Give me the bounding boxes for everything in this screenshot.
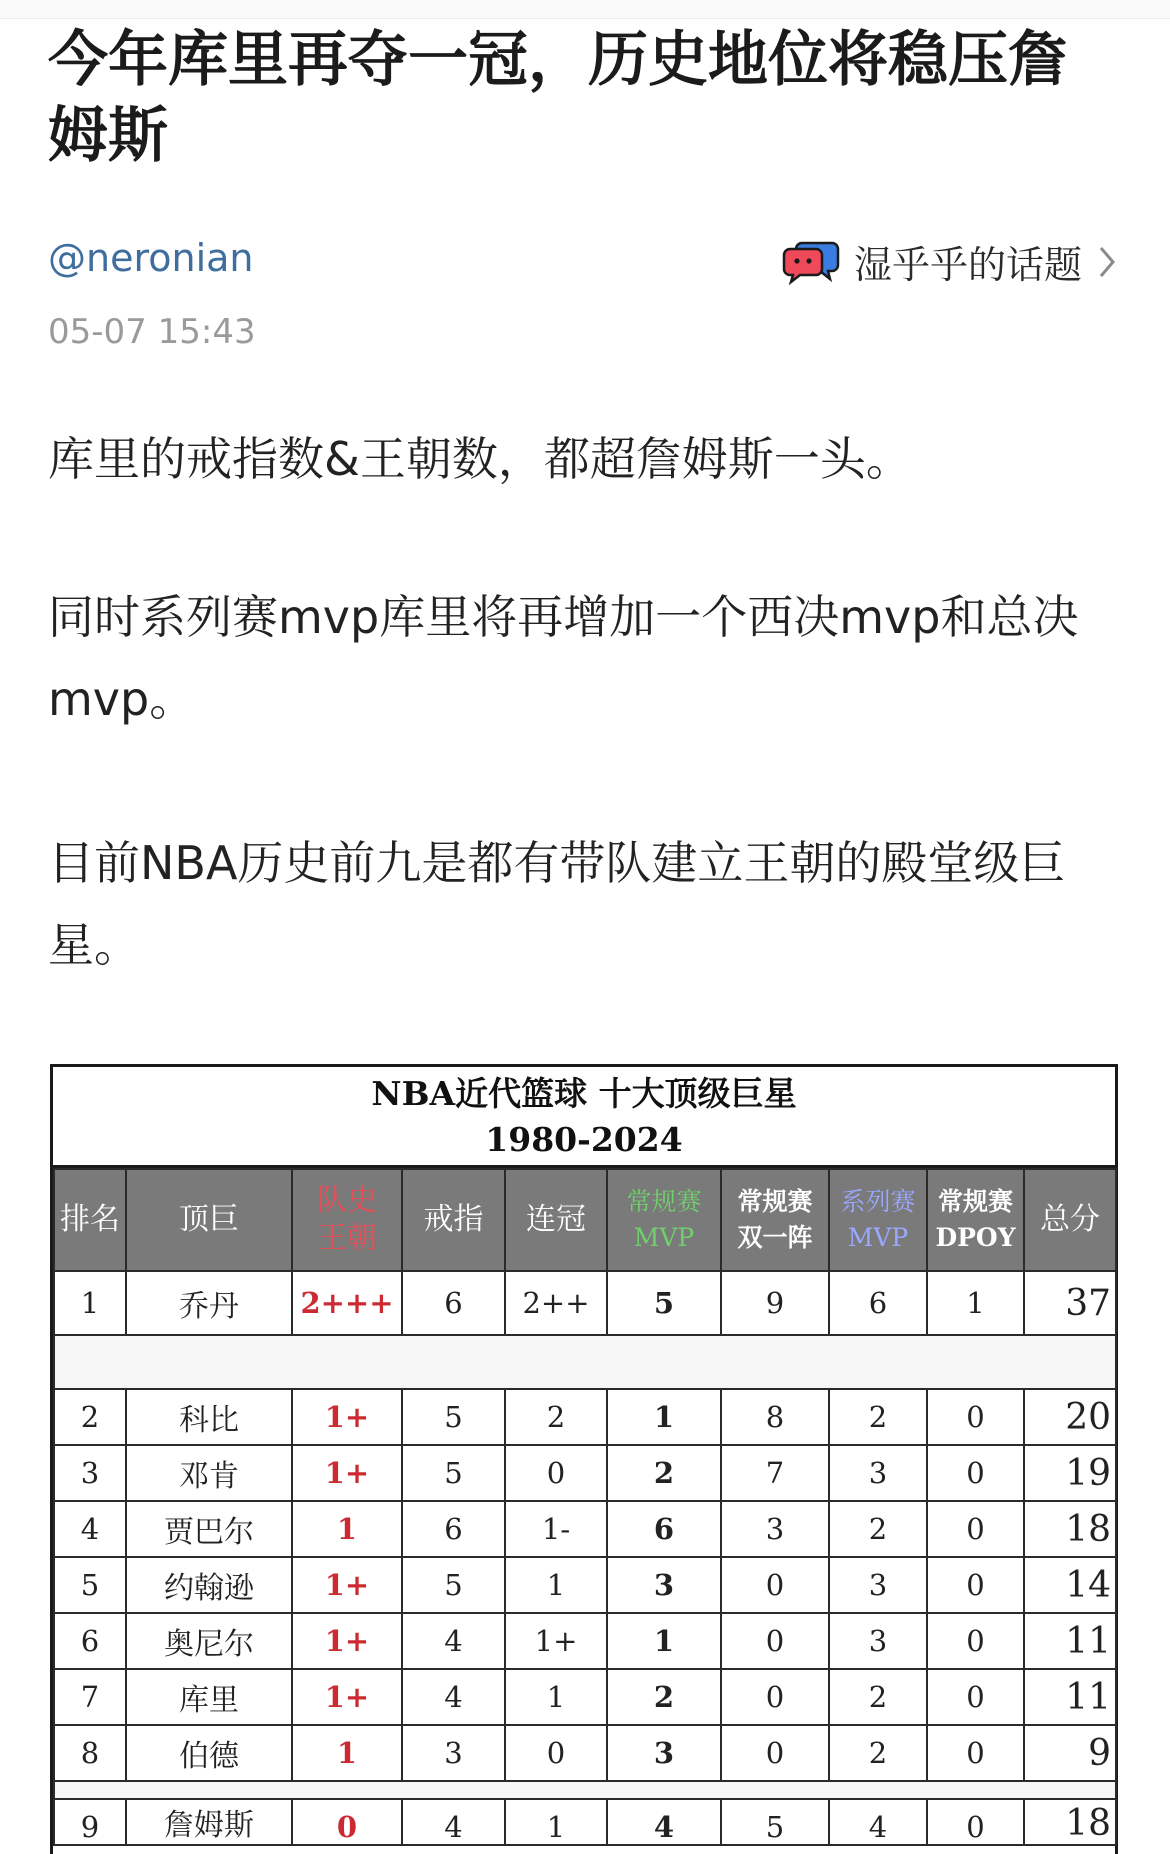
cell-dynasty: 1+	[292, 1669, 402, 1725]
cell-series-mvp: 2	[829, 1725, 927, 1781]
table-body	[54, 1271, 1116, 1845]
paragraph-2: 同时系列赛mvp库里将再增加一个西决mvp和总决mvp。	[48, 590, 1079, 726]
cell-first-team: 8	[721, 1389, 829, 1445]
cell-reg-mvp: 4	[607, 1799, 721, 1845]
cell-name: 乔丹	[126, 1271, 292, 1335]
cell-reg-mvp: 1	[607, 1613, 721, 1669]
cell-dynasty: 1	[292, 1725, 402, 1781]
cell-series-mvp: 3	[829, 1613, 927, 1669]
col-dpoy-l1: 常规赛	[937, 1187, 1013, 1216]
topic-link[interactable]	[782, 234, 1118, 289]
table-row	[54, 1799, 1116, 1845]
paragraph-1: 库里的戒指数&王朝数，都超詹姆斯一头。	[48, 432, 912, 486]
col-dpoy	[927, 1169, 1024, 1271]
cell-repeat: 0	[505, 1725, 607, 1781]
cell-repeat: 2	[505, 1389, 607, 1445]
cell-name: 科比	[126, 1389, 292, 1445]
cell-dpoy: 0	[927, 1613, 1024, 1669]
cell-rings: 5	[402, 1389, 505, 1445]
cell-name: 奥尼尔	[126, 1613, 292, 1669]
cell-rings: 6	[402, 1271, 505, 1335]
cell-reg-mvp: 5	[607, 1271, 721, 1335]
cell-repeat: 1-	[505, 1501, 607, 1557]
col-first-team	[721, 1169, 829, 1271]
cell-rank: 2	[54, 1389, 126, 1445]
cell-first-team: 0	[721, 1725, 829, 1781]
cell-total: 11	[1024, 1613, 1116, 1669]
ranking-table	[53, 1168, 1117, 1846]
cell-reg-mvp: 1	[607, 1389, 721, 1445]
cell-rank: 7	[54, 1669, 126, 1725]
chevron-right-icon	[1096, 244, 1118, 280]
cell-total: 18	[1024, 1501, 1116, 1557]
cell-series-mvp: 6	[829, 1271, 927, 1335]
table-row	[54, 1725, 1116, 1781]
table-header-row	[54, 1169, 1116, 1271]
cell-name: 詹姆斯	[126, 1799, 292, 1845]
table-title-line1: NBA近代篮球 十大顶级巨星	[371, 1074, 797, 1113]
table-row	[54, 1389, 1116, 1445]
cell-rank: 5	[54, 1557, 126, 1613]
cell-series-mvp: 4	[829, 1799, 927, 1845]
topic-label: 湿乎乎的话题	[853, 243, 1082, 287]
table-title	[53, 1067, 1115, 1168]
cell-repeat: 1+	[505, 1613, 607, 1669]
col-dynasty-l2: 王朝	[317, 1221, 377, 1256]
cell-series-mvp: 2	[829, 1389, 927, 1445]
cell-repeat: 1	[505, 1799, 607, 1845]
cell-dynasty: 1+	[292, 1557, 402, 1613]
table-title-line2: 1980-2024	[485, 1120, 683, 1159]
cell-first-team: 3	[721, 1501, 829, 1557]
cell-series-mvp: 2	[829, 1669, 927, 1725]
cell-dpoy: 0	[927, 1725, 1024, 1781]
cell-series-mvp: 3	[829, 1445, 927, 1501]
col-series-mvp-l1: 系列赛	[840, 1187, 916, 1216]
status-strip	[0, 0, 1170, 19]
col-series-mvp-l2: MVP	[847, 1223, 909, 1252]
cell-series-mvp: 2	[829, 1501, 927, 1557]
col-reg-mvp	[607, 1169, 721, 1271]
cell-dpoy: 0	[927, 1389, 1024, 1445]
cell-first-team: 0	[721, 1613, 829, 1669]
col-reg-mvp-l1: 常规赛	[626, 1187, 702, 1216]
cell-dynasty: 2+++	[292, 1271, 402, 1335]
col-first-team-l1: 常规赛	[737, 1187, 813, 1216]
cell-name: 库里	[126, 1669, 292, 1725]
post-title: 今年库里再夺一冠，历史地位将稳压詹姆斯	[48, 25, 1068, 171]
cell-dynasty: 1+	[292, 1389, 402, 1445]
cell-dpoy: 0	[927, 1799, 1024, 1845]
cell-rings: 4	[402, 1669, 505, 1725]
cell-total: 37	[1024, 1271, 1116, 1335]
cell-repeat: 0	[505, 1445, 607, 1501]
cell-rank: 9	[54, 1799, 126, 1845]
table-row	[54, 1445, 1116, 1501]
cell-rings: 4	[402, 1613, 505, 1669]
cell-series-mvp: 3	[829, 1557, 927, 1613]
table-row	[54, 1669, 1116, 1725]
col-dpoy-l2: DPOY	[935, 1223, 1016, 1252]
cell-first-team: 0	[721, 1669, 829, 1725]
cell-name: 伯德	[126, 1725, 292, 1781]
col-rank: 排名	[54, 1169, 126, 1271]
col-first-team-l2: 双一阵	[737, 1223, 813, 1252]
author-link[interactable]: @neronian	[48, 236, 254, 280]
table-row	[54, 1613, 1116, 1669]
cell-repeat: 1	[505, 1557, 607, 1613]
spacer-cell	[54, 1335, 1116, 1389]
cell-total: 14	[1024, 1557, 1116, 1613]
table-row	[54, 1557, 1116, 1613]
cell-name: 约翰逊	[126, 1557, 292, 1613]
col-total: 总分	[1024, 1169, 1116, 1271]
cell-total: 20	[1024, 1389, 1116, 1445]
table-row	[54, 1501, 1116, 1557]
col-dynasty	[292, 1169, 402, 1271]
cell-repeat: 1	[505, 1669, 607, 1725]
cell-dpoy: 0	[927, 1501, 1024, 1557]
cell-first-team: 7	[721, 1445, 829, 1501]
col-reg-mvp-l2: MVP	[633, 1223, 695, 1252]
cell-dpoy: 1	[927, 1271, 1024, 1335]
cell-total: 18	[1024, 1799, 1116, 1845]
cell-dynasty: 1+	[292, 1613, 402, 1669]
cell-first-team: 5	[721, 1799, 829, 1845]
cell-rings: 5	[402, 1557, 505, 1613]
cell-rank: 3	[54, 1445, 126, 1501]
col-series-mvp	[829, 1169, 927, 1271]
cell-reg-mvp: 2	[607, 1669, 721, 1725]
cell-name: 贾巴尔	[126, 1501, 292, 1557]
cell-first-team: 9	[721, 1271, 829, 1335]
cell-rank: 1	[54, 1271, 126, 1335]
cell-name: 邓肯	[126, 1445, 292, 1501]
table-row	[54, 1271, 1116, 1335]
cell-rank: 8	[54, 1725, 126, 1781]
cell-rank: 6	[54, 1613, 126, 1669]
cell-total: 9	[1024, 1725, 1116, 1781]
cell-rank: 4	[54, 1501, 126, 1557]
col-rings: 戒指	[402, 1169, 505, 1271]
cell-dynasty: 1+	[292, 1445, 402, 1501]
cell-rings: 6	[402, 1501, 505, 1557]
cell-total: 19	[1024, 1445, 1116, 1501]
cell-reg-mvp: 2	[607, 1445, 721, 1501]
cell-reg-mvp: 3	[607, 1725, 721, 1781]
spacer-cell	[54, 1781, 1116, 1799]
cell-reg-mvp: 6	[607, 1501, 721, 1557]
chat-bubbles-icon	[782, 239, 840, 285]
ranking-table-image[interactable]	[50, 1064, 1118, 1854]
col-dynasty-l1: 队史	[317, 1183, 377, 1218]
table-spacer-row	[54, 1781, 1116, 1799]
cell-dpoy: 0	[927, 1669, 1024, 1725]
col-repeat: 连冠	[505, 1169, 607, 1271]
cell-dpoy: 0	[927, 1445, 1024, 1501]
cell-rings: 4	[402, 1799, 505, 1845]
paragraph-3: 目前NBA历史前九是都有带队建立王朝的殿堂级巨星。	[48, 836, 1066, 972]
cell-rings: 5	[402, 1445, 505, 1501]
cell-dynasty: 0	[292, 1799, 402, 1845]
cell-repeat: 2++	[505, 1271, 607, 1335]
cell-rings: 3	[402, 1725, 505, 1781]
post-timestamp: 05-07 15:43	[48, 312, 256, 352]
table-spacer-row	[54, 1335, 1116, 1389]
cell-total: 11	[1024, 1669, 1116, 1725]
cell-reg-mvp: 3	[607, 1557, 721, 1613]
cell-dynasty: 1	[292, 1501, 402, 1557]
cell-first-team: 0	[721, 1557, 829, 1613]
col-star: 顶巨	[126, 1169, 292, 1271]
cell-dpoy: 0	[927, 1557, 1024, 1613]
